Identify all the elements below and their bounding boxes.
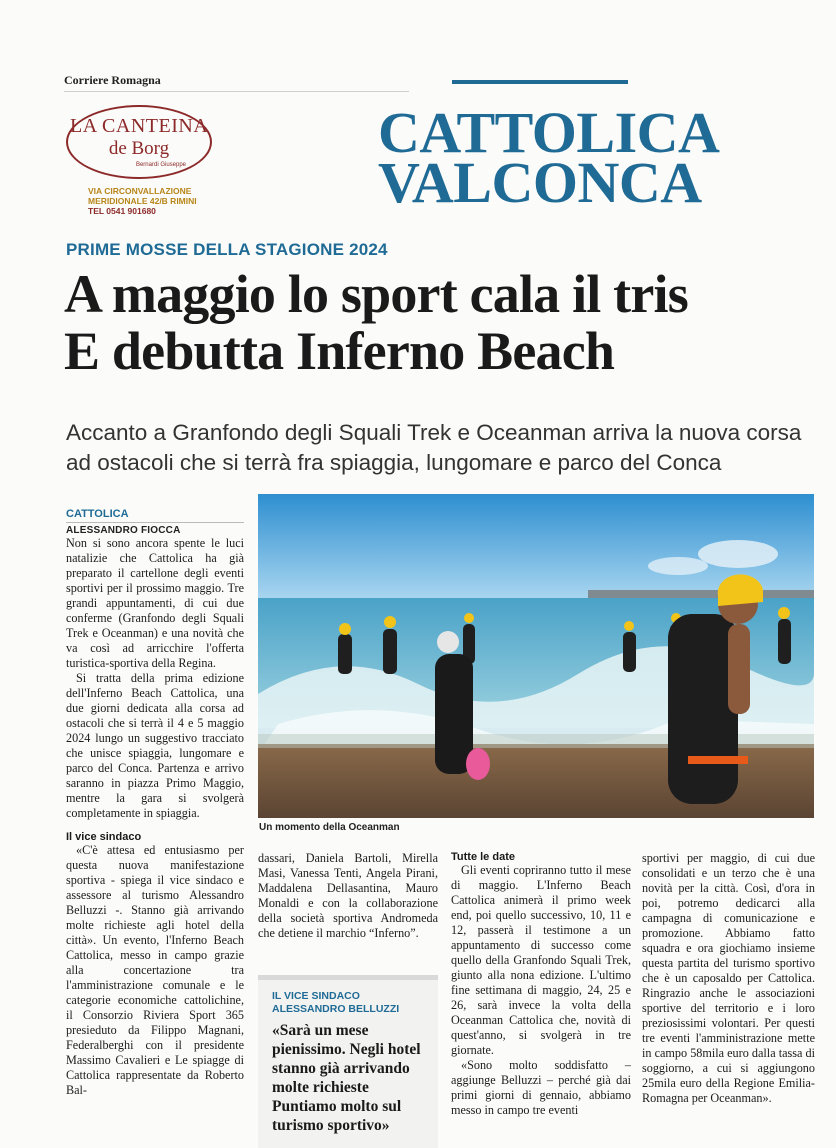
dateline-city: CATTOLICA bbox=[66, 508, 129, 520]
byline: ALESSANDRO FIOCCA bbox=[66, 525, 181, 536]
subsection-title: Il vice sindaco bbox=[66, 831, 142, 843]
logo-owner: Bernardi Giuseppe bbox=[135, 162, 186, 168]
article-column-4 bbox=[642, 851, 815, 1106]
article-headline bbox=[64, 266, 824, 380]
article-column-1 bbox=[66, 508, 244, 1098]
article-column-3 bbox=[451, 851, 631, 1118]
section-accent-bar bbox=[452, 80, 628, 84]
oceanman-photo bbox=[258, 494, 814, 818]
dateline-rule bbox=[66, 522, 244, 523]
paragraph: Gli eventi copriranno tutto il mese di maggio. L'Inferno Beach Cattolica animerà il primo week end, poi quello successivo, 10, 11 e 12, passerà il testimone a un appuntamento di successo come quello della Granfondo Squali Trek, giunto alla nona edizione. L'ultimo fine settimana di maggio, 24, 25 e 26, sarà invece la volta della Oceanman Cattolica che, novità di quest'anno, si svolgerà in tre giornate. bbox=[451, 863, 631, 1057]
advertiser-address bbox=[88, 186, 238, 216]
pull-quote-text: «Sarà un mese pienissimo. Negli hotel stanno già arrivando molte richieste Puntiamo molto sul turismo sportivo» bbox=[272, 1022, 421, 1134]
address-line-2: MERIDIONALE 42/B RIMINI bbox=[88, 196, 197, 206]
logo-subtitle: de Borg bbox=[108, 138, 170, 159]
advertiser-logo bbox=[64, 103, 214, 183]
paragraph: Non si sono ancora spente le luci natalizie che Cattolica ha già preparato il cartellone degli eventi sportivi per il prossimo maggio. Tre grandi appuntamenti, di cui due conferme (Granfondo degli Squali Trek e Oceanman) e una novità che va così ad arricchire l'offerta turistica-sportiva della Regina. bbox=[66, 536, 244, 670]
headline-line-1: A maggio lo sport cala il tris bbox=[64, 264, 688, 324]
article-subhead: Accanto a Granfondo degli Squali Trek e Oceanman arriva la nuova corsa ad ostacoli che si terrà fra spiaggia, lungomare e parco del Conca bbox=[66, 420, 802, 475]
article-column-2 bbox=[258, 851, 438, 941]
header-rule bbox=[64, 91, 409, 92]
paragraph: sportivi per maggio, di cui due consolidati e un terzo che è una novità per la città. Così, d'ora in poi, potremo dedicarci alla campagna di comunicazione e promozione. Abbiamo fatto squadra e ora giochiamo insieme questa partita del turismo sportivo che è un caposaldo per Cattolica. Ringrazio anche le associazioni sportive del territorio e i loro preziosissimi volontari. Per questi tre eventi l'amministrazione mette in campo 58mila euro dalla tassa di soggiorno, a cui si aggiungono 25mila euro della Regione Emilia-Romagna per Oceanman». bbox=[642, 851, 815, 1105]
article-kicker: PRIME MOSSE DELLA STAGIONE 2024 bbox=[66, 240, 388, 259]
newspaper-name: Corriere Romagna bbox=[64, 73, 161, 87]
section-title-line-1: CATTOLICA bbox=[378, 100, 720, 165]
paragraph: «Sono molto soddisfatto – aggiunge Belluzzi – perché già dai primi giorni di gennaio, abbiamo messo in campo tre eventi bbox=[451, 1058, 631, 1117]
article-photo bbox=[258, 494, 814, 818]
photo-caption: Un momento della Oceanman bbox=[259, 822, 400, 833]
section-title-line-2: VALCONCA bbox=[378, 150, 702, 215]
subsection-title: Tutte le date bbox=[451, 851, 515, 863]
pull-quote-box bbox=[258, 975, 438, 1148]
paragraph: Si tratta della prima edizione dell'Inferno Beach Cattolica, una due giorni dedicata alla corsa ad ostacoli che si terrà il 4 e 5 maggio 2024 lungo un suggestivo tracciato che unisce spiaggia, lungomare e parco del Conca. Partenza e arrivo saranno in piazza Primo Maggio, mentre la gara si svolgerà completamente in spiaggia. bbox=[66, 671, 244, 820]
section-title bbox=[378, 100, 720, 215]
quote-attribution-title: IL VICE SINDACO bbox=[272, 990, 360, 1002]
logo-name: LA CANTEINA bbox=[70, 115, 209, 137]
paragraph: «C'è attesa ed entusiasmo per questa nuova manifestazione sportiva - spiega il vice sindaco e assessore al turismo Alessandro Belluzzi -. Stanno già arrivando molte richieste agli hotel della città». Un evento, l'Inferno Beach Cattolica, messo in campo grazie alla concertazione tra l'amministrazione comunale e le categorie economiche cattolichine, il Consorzio Riviera Sport 365 presieduto da Filippo Magnani, Federalberghi con il presidente Massimo Cavalieri e Le spiagge di Cattolica rappresentate da Roberto Bal- bbox=[66, 843, 244, 1097]
headline-line-2: E debutta Inferno Beach bbox=[64, 321, 615, 381]
paragraph: dassari, Daniela Bartoli, Mirella Masi, Vanessa Tenti, Angela Pirani, Maddalena Dellasantina, Mauro Monaldi e con la collaborazione della società sportiva Andromeda che detiene il marchio “Inferno”. bbox=[258, 851, 438, 940]
quote-attribution-name: ALESSANDRO BELLUZZI bbox=[272, 1003, 400, 1015]
advertiser-phone: TEL 0541 901680 bbox=[88, 206, 156, 216]
address-line-1: VIA CIRCONVALLAZIONE bbox=[88, 186, 192, 196]
